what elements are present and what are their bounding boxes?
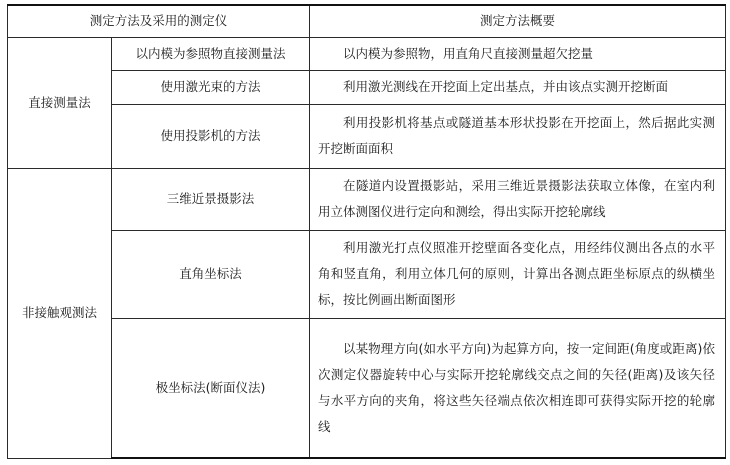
category-direct: 直接测量法	[8, 37, 112, 168]
header-method: 测定方法及采用的测定仪	[8, 5, 310, 37]
summary-cell: 在隧道内设置摄影站，采用三维近景摄影法获取立体像，在室内利用立体测图仪进行定向和测绘，得出实际开挖轮廓线	[310, 168, 726, 230]
header-row	[8, 5, 726, 37]
table-row	[8, 37, 726, 70]
method-cell: 极坐标法(断面仪法)	[112, 318, 310, 458]
method-cell: 使用投影机的方法	[112, 104, 310, 168]
summary-cell: 利用投影机将基点或隧道基本形状投影在开挖面上，然后据此实测开挖断面面积	[310, 104, 726, 168]
measurement-methods-table	[7, 4, 726, 459]
method-cell: 三维近景摄影法	[112, 168, 310, 230]
table-row	[8, 70, 726, 104]
table-row	[8, 104, 726, 168]
method-cell: 直角坐标法	[112, 230, 310, 318]
method-cell: 以内模为参照物直接测量法	[112, 37, 310, 70]
method-cell: 使用激光束的方法	[112, 70, 310, 104]
summary-cell: 以某物理方向(如水平方向)为起算方向，按一定间距(角度或距离)依次测定仪器旋转中心与实际开挖轮廓线交点之间的矢径(距离)及该矢径与水平方向的夹角，将这些矢径端点依次相连即可获得实际开挖的轮廓线	[310, 318, 726, 458]
summary-cell: 利用激光测线在开挖面上定出基点，并由该点实测开挖断面	[310, 70, 726, 104]
category-noncontact: 非接触观测法	[8, 168, 112, 458]
table-row	[8, 318, 726, 458]
header-summary: 测定方法概要	[310, 5, 726, 37]
summary-cell: 利用激光打点仪照准开挖壁面各变化点，用经纬仪测出各点的水平角和竖直角，利用立体几何的原则，计算出各测点距坐标原点的纵横坐标，按比例画出断面图形	[310, 230, 726, 318]
summary-cell: 以内模为参照物，用直角尺直接测量超欠挖量	[310, 37, 726, 70]
table-row	[8, 168, 726, 230]
table-row	[8, 230, 726, 318]
